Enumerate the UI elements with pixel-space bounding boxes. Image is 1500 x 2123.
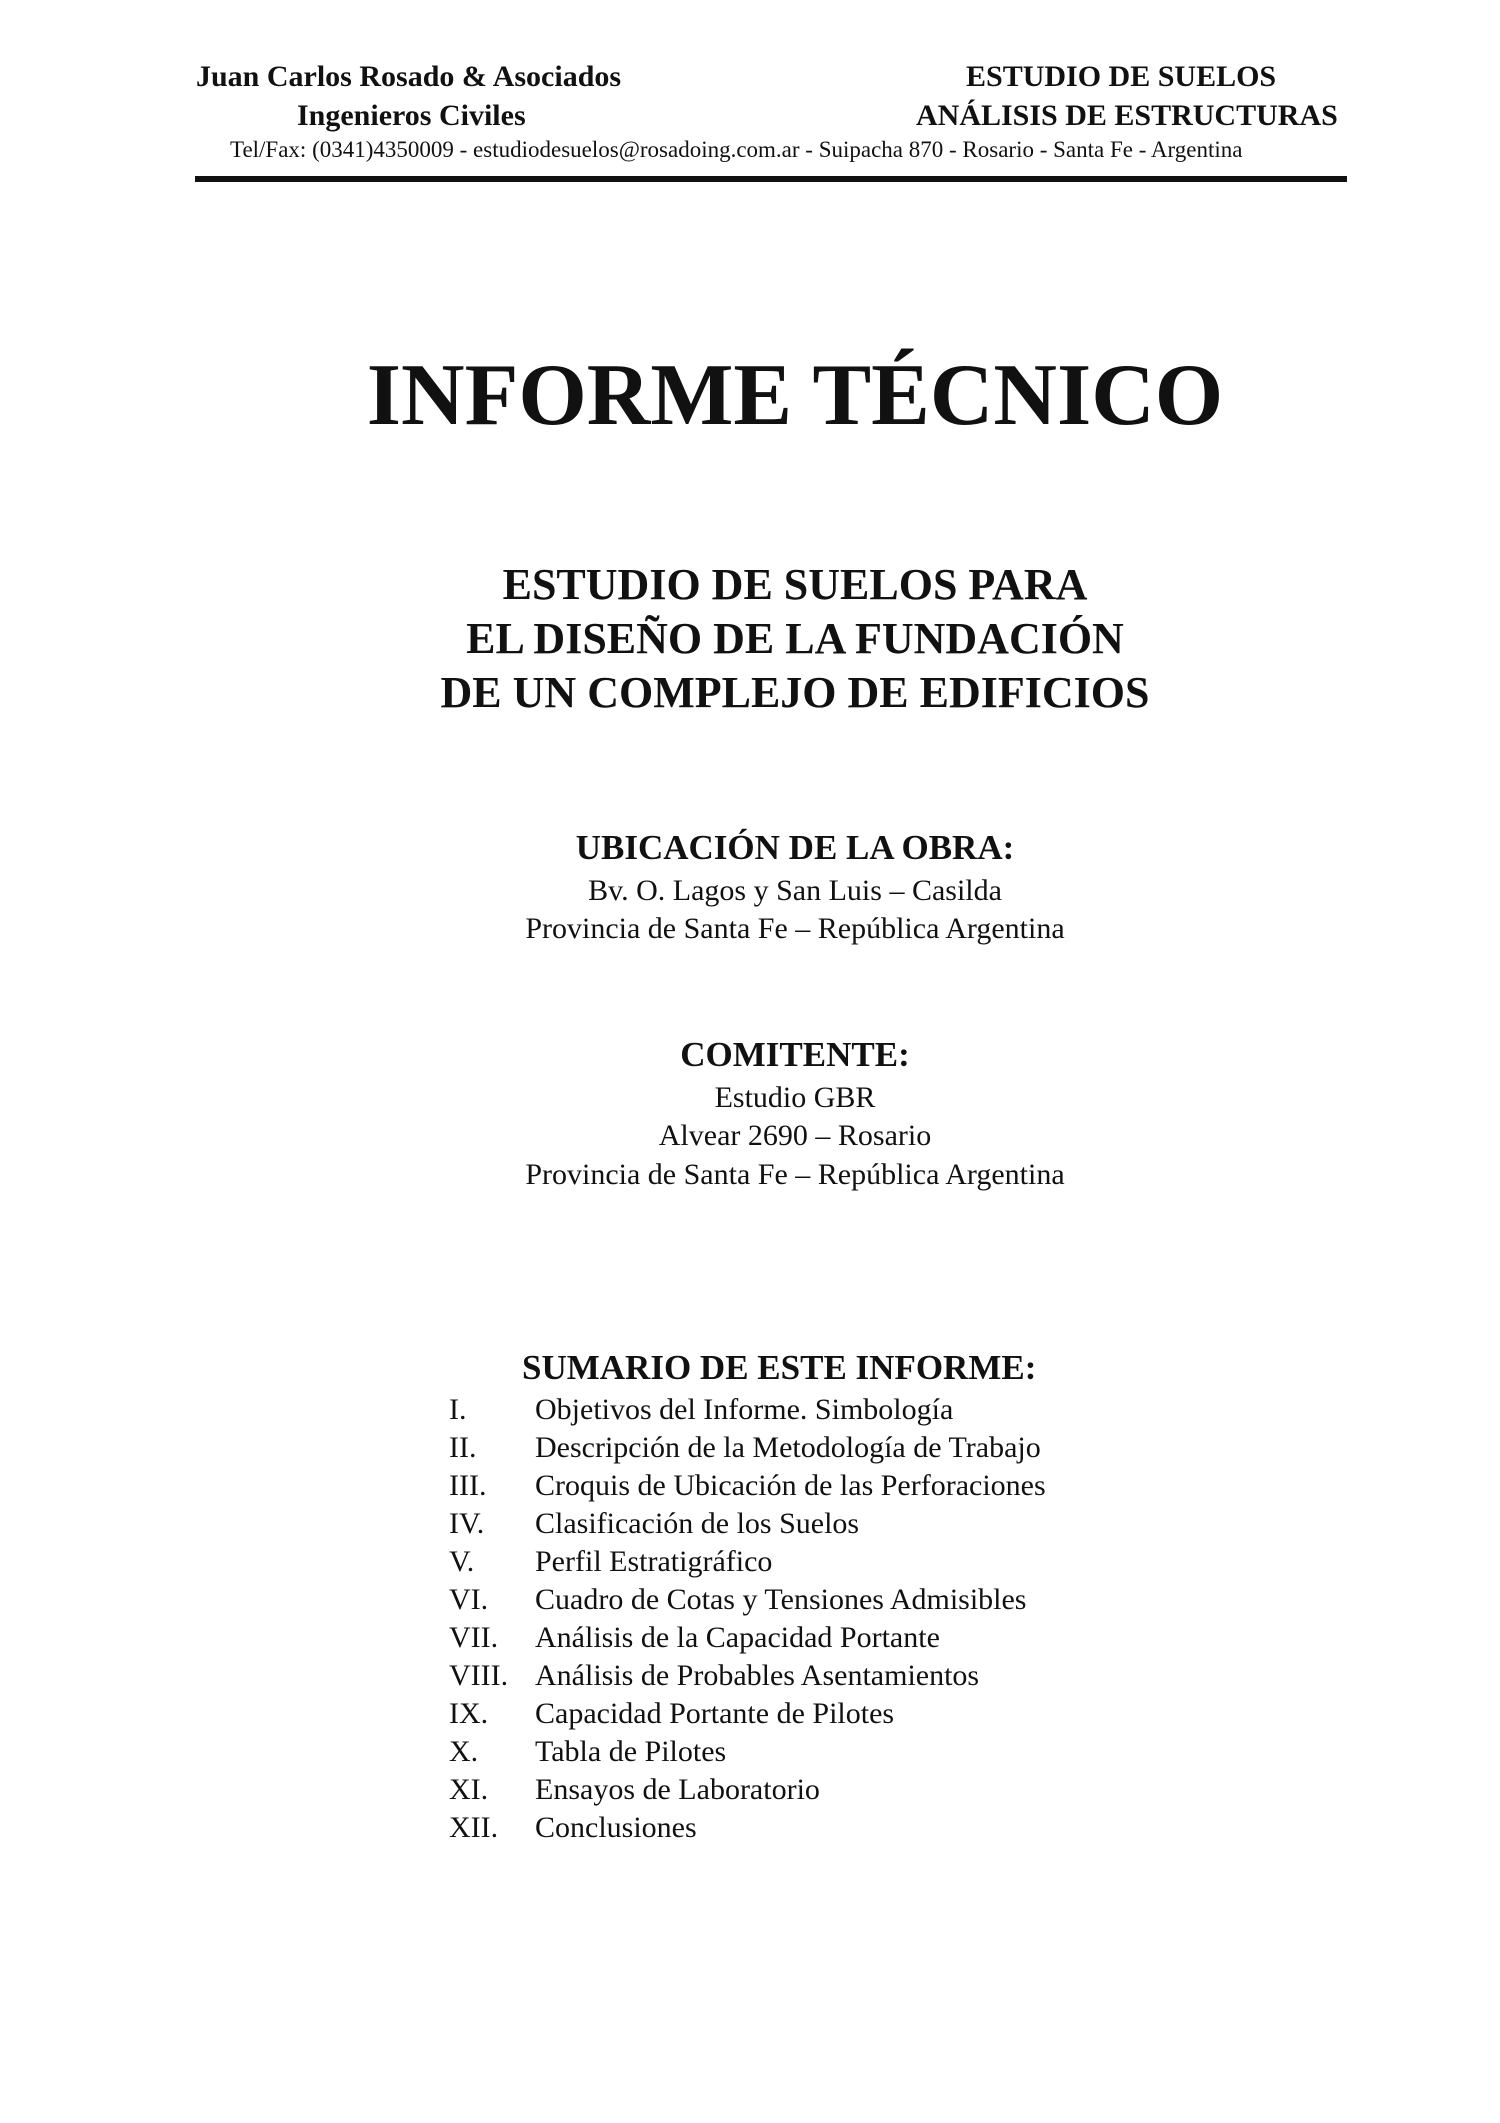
location-line: Bv. O. Lagos y San Luis – Casilda [588, 874, 1002, 907]
summary-item-text: Ensayos de Laboratorio [535, 1773, 820, 1806]
client-line: Alvear 2690 – Rosario [658, 1119, 932, 1152]
summary-item-number: XI. [449, 1773, 489, 1806]
summary-item-text: Conclusiones [535, 1811, 697, 1844]
summary-item-text: Análisis de la Capacidad Portante [535, 1621, 940, 1654]
summary-item-number: I. [449, 1393, 467, 1426]
subtitle-line: ESTUDIO DE SUELOS PARA [502, 560, 1088, 609]
company-name: Juan Carlos Rosado & Asociados [196, 60, 622, 93]
service-soil-study: ESTUDIO DE SUELOS [966, 60, 1277, 93]
client-heading: COMITENTE: [680, 1035, 910, 1074]
header-rule [195, 176, 1347, 182]
summary-item-number: IX. [449, 1697, 489, 1730]
summary-item-text: Tabla de Pilotes [535, 1735, 727, 1768]
summary-heading: SUMARIO DE ESTE INFORME: [522, 1348, 1037, 1387]
summary-item-text: Capacidad Portante de Pilotes [535, 1697, 895, 1730]
summary-item-number: VII. [449, 1621, 499, 1654]
summary-item-number: IV. [449, 1507, 485, 1540]
summary-item-text: Cuadro de Cotas y Tensiones Admisibles [535, 1583, 1027, 1616]
location-line: Provincia de Santa Fe – República Argentina [525, 912, 1065, 945]
summary-item-text: Clasificación de los Suelos [535, 1507, 860, 1540]
subtitle-line: EL DISEÑO DE LA FUNDACIÓN [466, 614, 1124, 663]
summary-item-text: Croquis de Ubicación de las Perforaciones [535, 1469, 1046, 1502]
summary-item-number: X. [449, 1735, 479, 1768]
summary-item-number: VI. [449, 1583, 489, 1616]
summary-item-text: Perfil Estratigráfico [535, 1545, 773, 1578]
location-heading: UBICACIÓN DE LA OBRA: [575, 828, 1015, 867]
summary-item-number: XII. [449, 1811, 499, 1844]
subtitle-line: DE UN COMPLEJO DE EDIFICIOS [440, 668, 1150, 717]
summary-item-text: Análisis de Probables Asentamientos [535, 1659, 980, 1692]
summary-item-number: V. [449, 1545, 475, 1578]
summary-item-number: II. [449, 1431, 477, 1464]
page-title: INFORME TÉCNICO [366, 347, 1224, 444]
summary-item-text: Objetivos del Informe. Simbología [535, 1393, 954, 1426]
contact-line: Tel/Fax: (0341)4350009 - estudiodesuelos@rosadoing.com.ar - Suipacha 870 - Rosario - Santa Fe - Argentina [230, 137, 1243, 162]
client-line: Provincia de Santa Fe – República Argentina [525, 1158, 1065, 1191]
summary-item-text: Descripción de la Metodología de Trabajo [535, 1431, 1041, 1464]
client-line: Estudio GBR [714, 1081, 876, 1114]
company-profession: Ingenieros Civiles [297, 99, 526, 132]
summary-item-number: III. [449, 1469, 487, 1502]
service-structural-analysis: ANÁLISIS DE ESTRUCTURAS [916, 99, 1338, 132]
summary-item-number: VIII. [449, 1659, 509, 1692]
